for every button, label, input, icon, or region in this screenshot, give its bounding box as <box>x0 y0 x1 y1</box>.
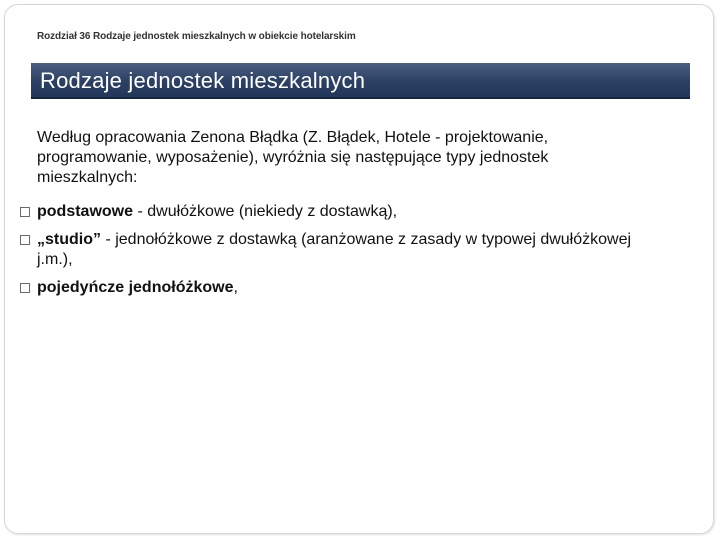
list-item <box>37 202 657 222</box>
bullet-description: - dwułóżkowe (niekiedy z dostawką), <box>133 203 398 220</box>
chapter-header: Rozdział 36 Rodzaje jednostek mieszkalnych w obiekcie hotelarskim <box>37 31 356 42</box>
list-item <box>37 230 657 270</box>
bullet-description: - jednołóżkowe z dostawką (aranżowane z zasady w typowej dwułóżkowej j.m.), <box>37 231 632 268</box>
bullet-term: „studio” <box>37 231 101 248</box>
bullet-term: podstawowe <box>37 203 134 220</box>
checkbox-square-icon <box>20 283 30 293</box>
slide-title: Rodzaje jednostek mieszkalnych <box>40 68 366 93</box>
intro-paragraph: Według opracowania Zenona Błądka (Z. Błądek, Hotele - projektowanie, programowanie, wyposażenie), wyróżnia się następujące typy jednostek mieszkalnych: <box>37 129 549 186</box>
list-item <box>37 278 657 298</box>
checkbox-square-icon <box>20 235 30 245</box>
title-bar <box>31 63 690 99</box>
bullet-description: , <box>233 279 238 296</box>
bullet-term: pojedyńcze jednołóżkowe <box>37 279 234 296</box>
checkbox-square-icon <box>20 207 30 217</box>
